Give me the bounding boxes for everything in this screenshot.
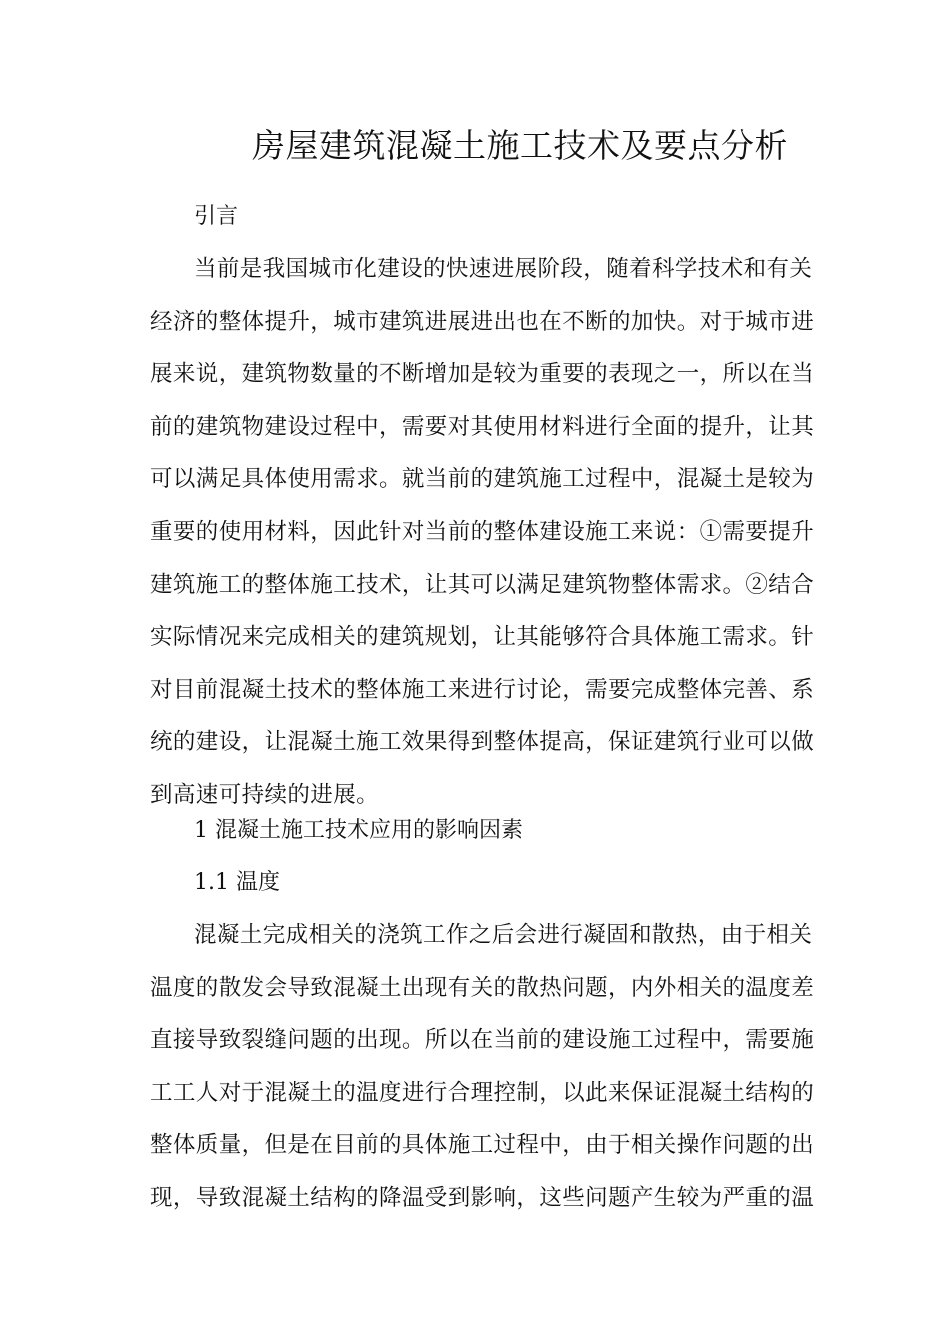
document-title: 房屋建筑混凝土施工技术及要点分析 [252, 126, 788, 165]
paragraph-line: 重要的使用材料，因此针对当前的整体建设施工来说：①需要提升 [150, 518, 815, 545]
paragraph-line: 混凝土完成相关的浇筑工作之后会进行凝固和散热，由于相关 [194, 922, 813, 948]
paragraph-line: 温度的散发会导致混凝土出现有关的散热问题，内外相关的温度差 [150, 974, 815, 1001]
section-1-1-paragraph [150, 920, 815, 1236]
paragraph-line: 建筑施工的整体施工技术，让其可以满足建筑物整体需求。②结合 [150, 571, 815, 598]
paragraph-line: 前的建筑物建设过程中，需要对其使用材料进行全面的提升，让其 [150, 413, 815, 440]
paragraph-line: 经济的整体提升，城市建筑进展进出也在不断的加快。对于城市进 [150, 308, 815, 335]
paragraph-line: 实际情况来完成相关的建筑规划，让其能够符合具体施工需求。针 [150, 624, 815, 651]
intro-heading: 引言 [194, 204, 239, 229]
paragraph-line: 工工人对于混凝土的温度进行合理控制，以此来保证混凝土结构的 [150, 1079, 815, 1106]
intro-paragraph [150, 254, 815, 833]
paragraph-line: 展来说，建筑物数量的不断增加是较为重要的表现之一，所以在当 [150, 361, 815, 388]
paragraph-line: 可以满足具体使用需求。就当前的建筑施工过程中，混凝土是较为 [150, 466, 815, 493]
paragraph-line: 到高速可持续的进展。 [150, 781, 380, 808]
paragraph-line: 统的建设，让混凝土施工效果得到整体提高，保证建筑行业可以做 [150, 729, 815, 756]
paragraph-line: 整体质量，但是在目前的具体施工过程中，由于相关操作问题的出 [150, 1132, 815, 1159]
section-1-1-heading: 1.1 温度 [194, 870, 280, 895]
paragraph-line: 现，导致混凝土结构的降温受到影响，这些问题产生较为严重的温 [150, 1184, 815, 1211]
paragraph-line: 当前是我国城市化建设的快速进展阶段，随着科学技术和有关 [194, 256, 813, 282]
paragraph-line: 直接导致裂缝问题的出现。所以在当前的建设施工过程中，需要施 [150, 1027, 815, 1054]
section-1-heading: 1 混凝土施工技术应用的影响因素 [194, 818, 523, 843]
paragraph-line: 对目前混凝土技术的整体施工来进行讨论，需要完成整体完善、系 [150, 676, 815, 703]
